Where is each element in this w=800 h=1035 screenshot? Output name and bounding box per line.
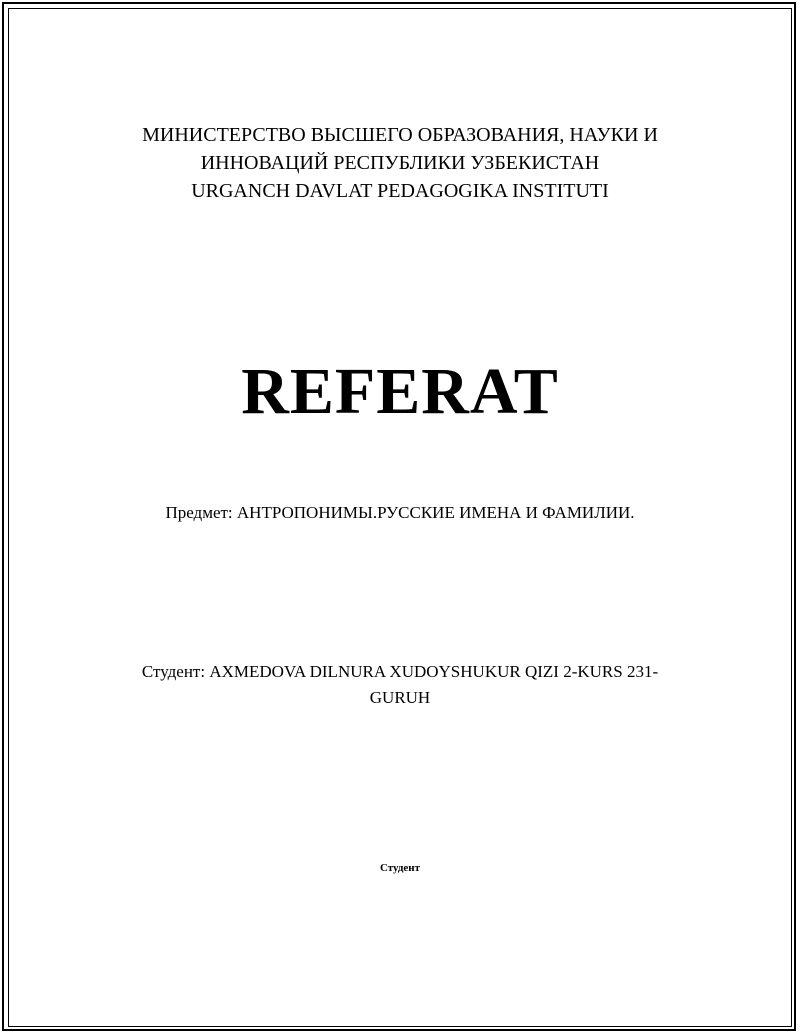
student-info [0,659,800,711]
subject-line: Предмет: АНТРОПОНИМЫ.РУССКИЕ ИМЕНА И ФАМИЛИИ. [165,503,635,522]
student-line-1: Студент: AXMEDOVA DILNURA XUDOYSHUKUR QIZI 2-KURS 231- [141,662,659,681]
document-title: REFERAT [241,355,559,428]
footer-label: Студент [379,862,421,874]
ministry-header [0,121,800,205]
ministry-line-1: МИНИСТЕРСТВО ВЫСШЕГО ОБРАЗОВАНИЯ, НАУКИ И [142,124,658,146]
institute-name: URGANCH DAVLAT PEDAGOGIKA INSTITUTI [191,180,609,202]
ministry-line-2: ИННОВАЦИЙ РЕСПУБЛИКИ УЗБЕКИСТАН [200,152,600,174]
student-line-2: GURUH [369,688,431,707]
